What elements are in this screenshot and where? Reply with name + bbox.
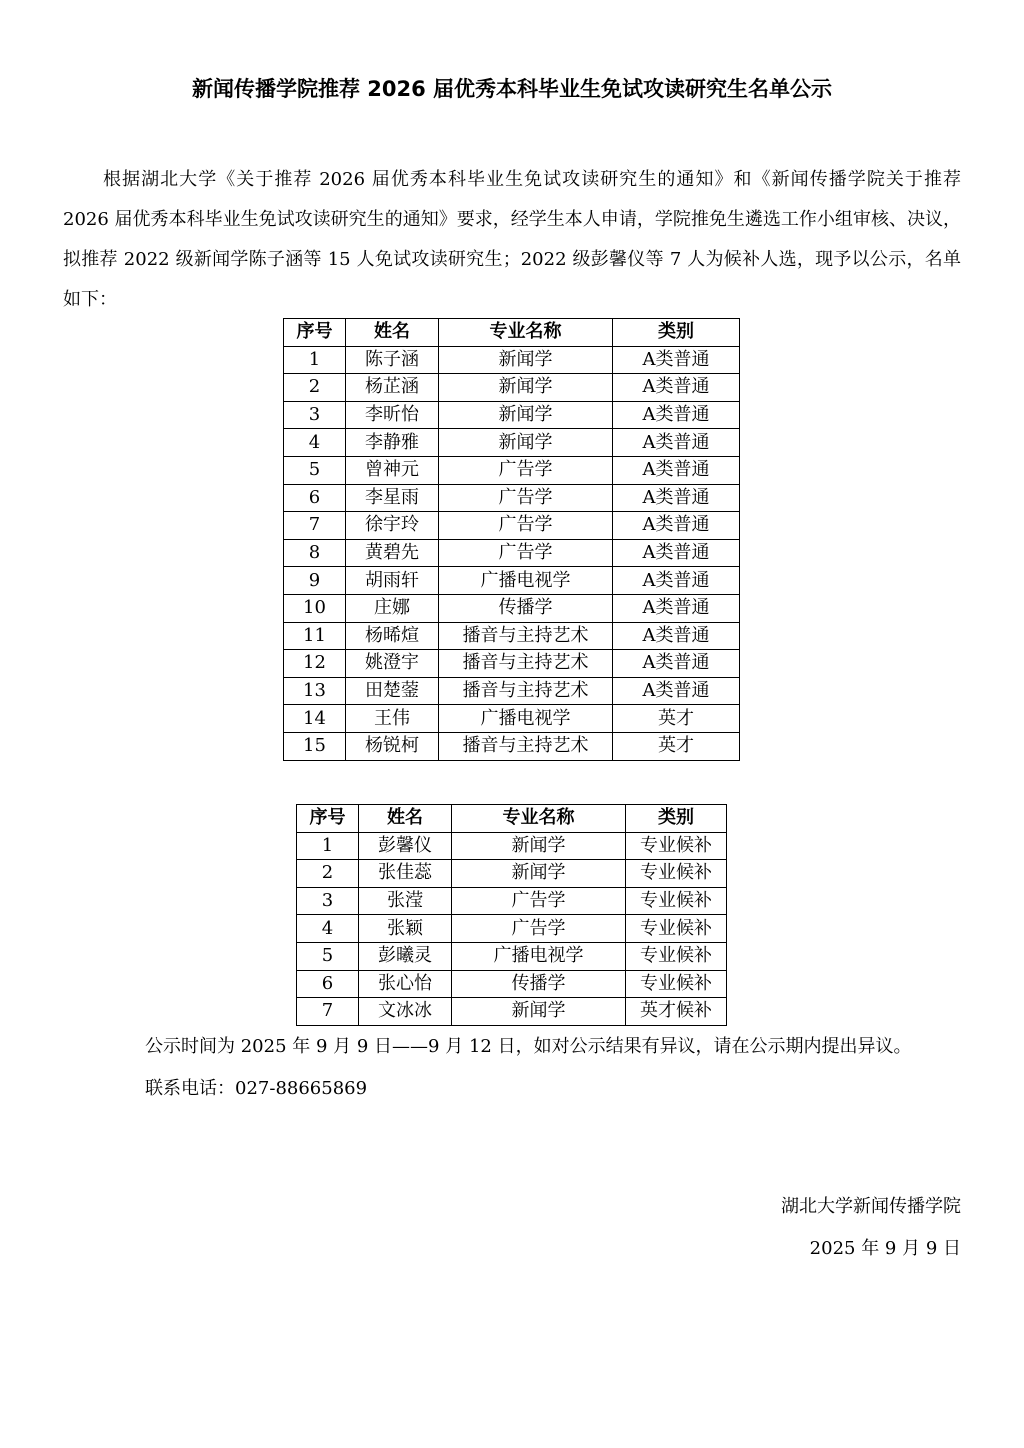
cell-category: 专业候补 — [626, 915, 727, 943]
table-row — [297, 860, 727, 888]
cell-name: 陈子涵 — [346, 346, 439, 374]
table-row — [297, 832, 727, 860]
cell-major: 播音与主持艺术 — [439, 622, 613, 650]
header-index: 序号 — [284, 319, 346, 347]
cell-name: 田楚蓥 — [346, 677, 439, 705]
table-row — [297, 942, 727, 970]
cell-name: 杨芷涵 — [346, 374, 439, 402]
notice-period-text: 公示时间为 2025 年 9 月 9 日——9 月 12 日，如对公示结果有异议，请在公示期内提出异议。 — [145, 1036, 912, 1057]
cell-major: 新闻学 — [452, 998, 626, 1026]
header-category: 类别 — [613, 319, 740, 347]
cell-category: A类普通 — [613, 401, 740, 429]
cell-major: 广告学 — [452, 887, 626, 915]
cell-index: 11 — [284, 622, 346, 650]
table-row — [284, 594, 740, 622]
table-row — [297, 887, 727, 915]
cell-category: A类普通 — [613, 512, 740, 540]
table-row — [284, 374, 740, 402]
cell-name: 李星雨 — [346, 484, 439, 512]
cell-name: 徐宇玲 — [346, 512, 439, 540]
cell-index: 14 — [284, 705, 346, 733]
cell-category: A类普通 — [613, 346, 740, 374]
cell-name: 李昕怡 — [346, 401, 439, 429]
cell-major: 广告学 — [439, 539, 613, 567]
cell-name: 张心怡 — [359, 970, 452, 998]
cell-index: 6 — [284, 484, 346, 512]
cell-index: 4 — [284, 429, 346, 457]
cell-category: 英才 — [613, 705, 740, 733]
cell-category: A类普通 — [613, 374, 740, 402]
cell-name: 曾神元 — [346, 456, 439, 484]
cell-category: 英才候补 — [626, 998, 727, 1026]
cell-index: 15 — [284, 732, 346, 760]
cell-major: 新闻学 — [439, 429, 613, 457]
cell-name: 彭馨仪 — [359, 832, 452, 860]
cell-index: 7 — [297, 998, 359, 1026]
cell-name: 胡雨轩 — [346, 567, 439, 595]
cell-name: 黄碧先 — [346, 539, 439, 567]
cell-name: 庄娜 — [346, 594, 439, 622]
header-name: 姓名 — [359, 805, 452, 833]
cell-index: 9 — [284, 567, 346, 595]
cell-category: 专业候补 — [626, 887, 727, 915]
cell-name: 杨锐柯 — [346, 732, 439, 760]
header-index: 序号 — [297, 805, 359, 833]
table-row — [284, 622, 740, 650]
table-row — [284, 705, 740, 733]
cell-index: 5 — [297, 942, 359, 970]
cell-index: 7 — [284, 512, 346, 540]
cell-major: 新闻学 — [452, 860, 626, 888]
cell-index: 12 — [284, 650, 346, 678]
cell-category: A类普通 — [613, 650, 740, 678]
table-row — [297, 915, 727, 943]
cell-major: 广播电视学 — [452, 942, 626, 970]
cell-major: 传播学 — [439, 594, 613, 622]
cell-major: 广告学 — [452, 915, 626, 943]
table-row — [284, 567, 740, 595]
alternate-students-table — [296, 804, 727, 1026]
table-header-row — [284, 319, 740, 347]
cell-major: 播音与主持艺术 — [439, 677, 613, 705]
cell-category: A类普通 — [613, 484, 740, 512]
table-row — [284, 484, 740, 512]
cell-major: 广告学 — [439, 512, 613, 540]
table-row — [284, 346, 740, 374]
header-name: 姓名 — [346, 319, 439, 347]
cell-major: 新闻学 — [439, 346, 613, 374]
cell-name: 文冰冰 — [359, 998, 452, 1026]
cell-index: 4 — [297, 915, 359, 943]
cell-name: 张佳蕊 — [359, 860, 452, 888]
table-row — [284, 539, 740, 567]
table-row — [284, 512, 740, 540]
cell-category: 专业候补 — [626, 942, 727, 970]
issue-date: 2025 年 9 月 9 日 — [809, 1238, 961, 1259]
cell-category: A类普通 — [613, 429, 740, 457]
recommended-students-table — [283, 318, 740, 761]
cell-index: 1 — [284, 346, 346, 374]
cell-category: A类普通 — [613, 539, 740, 567]
cell-index: 13 — [284, 677, 346, 705]
header-major: 专业名称 — [439, 319, 613, 347]
cell-name: 张颖 — [359, 915, 452, 943]
cell-name: 王伟 — [346, 705, 439, 733]
issuing-organization: 湖北大学新闻传播学院 — [781, 1196, 961, 1217]
header-category: 类别 — [626, 805, 727, 833]
cell-index: 2 — [297, 860, 359, 888]
cell-name: 彭曦灵 — [359, 942, 452, 970]
table-row — [297, 998, 727, 1026]
cell-index: 8 — [284, 539, 346, 567]
page-title: 新闻传播学院推荐 2026 届优秀本科毕业生免试攻读研究生名单公示 — [191, 77, 833, 101]
header-major: 专业名称 — [452, 805, 626, 833]
cell-index: 6 — [297, 970, 359, 998]
intro-paragraph: 根据湖北大学《关于推荐 2026 届优秀本科毕业生免试攻读研究生的通知》和《新闻传播学院关于推荐 2026 届优秀本科毕业生免试攻读研究生的通知》要求，经学生本人申请，学院推免生遴选工作小组审核、决议，拟推荐 2022 级新闻学陈子涵等 15 人免试攻读研究生；2022 级彭馨仪等 7 人为候补人选，现予以公示，名单如下： — [63, 169, 961, 310]
table-row — [284, 650, 740, 678]
cell-category: 专业候补 — [626, 860, 727, 888]
cell-name: 李静雅 — [346, 429, 439, 457]
table-row — [284, 677, 740, 705]
cell-major: 新闻学 — [439, 401, 613, 429]
cell-name: 杨晞煊 — [346, 622, 439, 650]
cell-category: 专业候补 — [626, 970, 727, 998]
table-row — [284, 732, 740, 760]
table-row — [284, 401, 740, 429]
table-row — [284, 429, 740, 457]
cell-category: 专业候补 — [626, 832, 727, 860]
cell-index: 1 — [297, 832, 359, 860]
cell-major: 广告学 — [439, 484, 613, 512]
cell-major: 播音与主持艺术 — [439, 732, 613, 760]
cell-index: 3 — [284, 401, 346, 429]
cell-category: A类普通 — [613, 456, 740, 484]
cell-category: A类普通 — [613, 594, 740, 622]
cell-name: 张滢 — [359, 887, 452, 915]
cell-index: 5 — [284, 456, 346, 484]
cell-index: 10 — [284, 594, 346, 622]
table-header-row — [297, 805, 727, 833]
cell-category: A类普通 — [613, 622, 740, 650]
cell-major: 广告学 — [439, 456, 613, 484]
contact-phone: 联系电话：027-88665869 — [145, 1078, 368, 1099]
table-row — [284, 456, 740, 484]
cell-name: 姚澄宇 — [346, 650, 439, 678]
cell-major: 广播电视学 — [439, 567, 613, 595]
table-row — [297, 970, 727, 998]
cell-category: A类普通 — [613, 677, 740, 705]
cell-major: 播音与主持艺术 — [439, 650, 613, 678]
cell-category: A类普通 — [613, 567, 740, 595]
cell-major: 传播学 — [452, 970, 626, 998]
cell-index: 3 — [297, 887, 359, 915]
cell-category: 英才 — [613, 732, 740, 760]
cell-major: 新闻学 — [439, 374, 613, 402]
cell-major: 新闻学 — [452, 832, 626, 860]
cell-major: 广播电视学 — [439, 705, 613, 733]
cell-index: 2 — [284, 374, 346, 402]
